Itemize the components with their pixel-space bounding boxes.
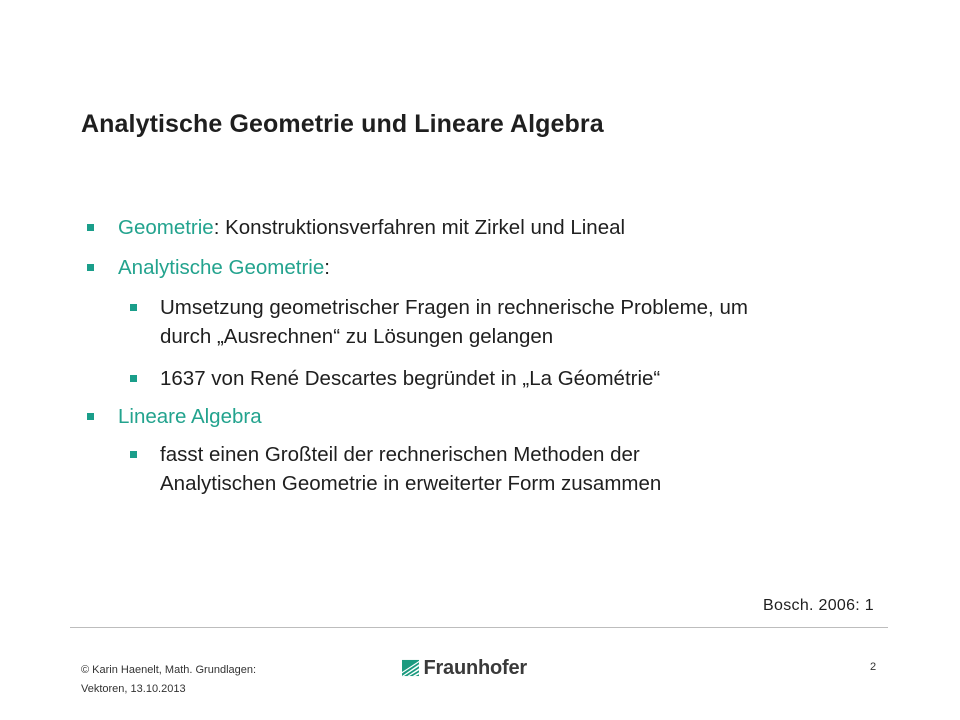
footer-line1: © Karin Haenelt, Math. Grundlagen:	[81, 664, 257, 676]
bullet-term: Analytische Geometrie	[118, 256, 325, 279]
footer-divider	[70, 627, 888, 628]
subbullet-descartes	[160, 364, 880, 393]
logo-wordmark: Fraunhofer	[423, 656, 527, 679]
subbullet-grossteil	[160, 440, 880, 498]
bullet-lineare-algebra	[118, 402, 908, 431]
footer-copyright	[81, 661, 256, 699]
fraunhofer-logo	[402, 654, 527, 682]
subbullet-text-line2: durch „Ausrechnen“ zu Lösungen gelangen	[160, 325, 554, 348]
fraunhofer-logo-icon	[402, 656, 419, 680]
bullet-term: Lineare Algebra	[118, 405, 262, 428]
footer-line2: Vektoren, 13.10.2013	[81, 683, 186, 695]
square-bullet-icon	[130, 304, 137, 311]
subbullet-text-line1: Umsetzung geometrischer Fragen in rechnerische Probleme, um	[160, 296, 748, 319]
square-bullet-icon	[130, 375, 137, 382]
slide-title: Analytische Geometrie und Lineare Algebra	[81, 110, 604, 138]
square-bullet-icon	[87, 264, 94, 271]
subbullet-text: 1637 von René Descartes begründet in „La Géométrie“	[160, 367, 661, 390]
bullet-text: : Konstruktionsverfahren mit Zirkel und Lineal	[213, 216, 626, 239]
subbullet-text-line2: Analytischen Geometrie in erweiterter Form zusammen	[160, 472, 662, 495]
bullet-geometrie	[118, 213, 908, 242]
bullet-text: :	[324, 256, 330, 279]
bullet-term: Geometrie	[118, 216, 214, 239]
page-number: 2	[870, 661, 877, 673]
source-citation: Bosch. 2006: 1	[763, 597, 874, 614]
square-bullet-icon	[87, 224, 94, 231]
subbullet-umsetzung	[160, 293, 880, 351]
square-bullet-icon	[130, 451, 137, 458]
bullet-analytische-geometrie	[118, 253, 908, 282]
square-bullet-icon	[87, 413, 94, 420]
subbullet-text-line1: fasst einen Großteil der rechnerischen Methoden der	[160, 443, 640, 466]
